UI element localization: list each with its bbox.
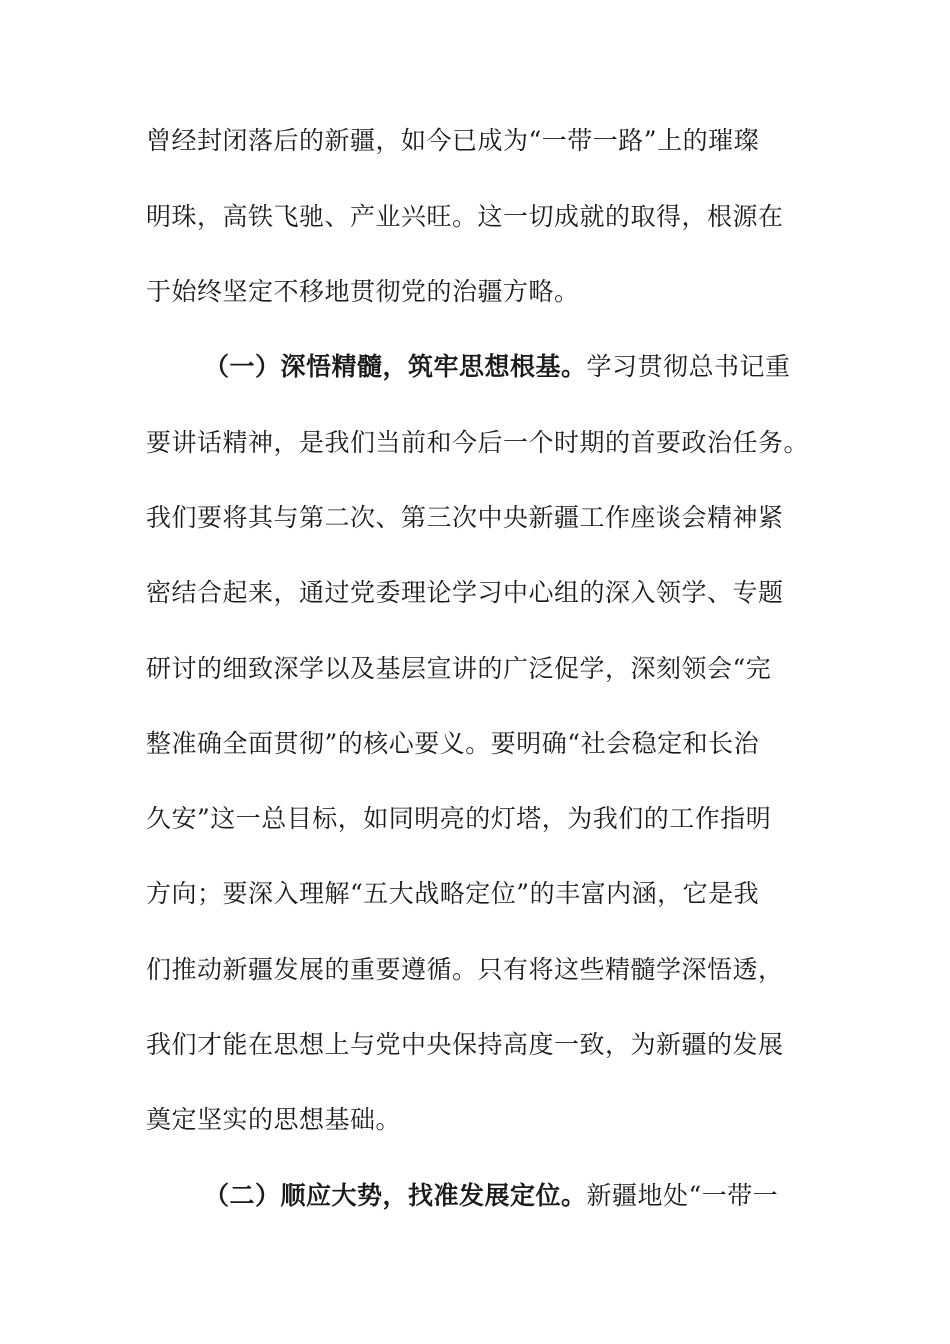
paragraph-line: 方向；要深入理解“五大战略定位”的丰富内涵，它是我 [146, 879, 760, 908]
paragraph-line: 研讨的细致深学以及基层宣讲的广泛促学，深刻领会“完 [146, 654, 772, 683]
section-1-first-line [204, 347, 791, 387]
paragraph-line: 曾经封闭落后的新疆，如今已成为“一带一路”上的璀璨 [146, 126, 760, 155]
section-2-heading: （二）顺应大势，找准发展定位。 [204, 1181, 587, 1210]
section-2-first-line [204, 1176, 778, 1216]
paragraph-line: 我们才能在思想上与党中央保持高度一致，为新疆的发展 [146, 1030, 784, 1059]
paragraph-line: 密结合起来，通过党委理论学习中心组的深入领学、专题 [146, 578, 784, 607]
paragraph-line: 奠定坚实的思想基础。 [146, 1105, 402, 1134]
paragraph-line: 要讲话精神，是我们当前和今后一个时期的首要政治任务。 [146, 428, 810, 457]
paragraph-line: 我们要将其与第二次、第三次中央新疆工作座谈会精神紧 [146, 503, 784, 532]
paragraph-line: 明珠，高铁飞驰、产业兴旺。这一切成就的取得，根源在 [146, 202, 784, 231]
paragraph-line: 久安”这一总目标，如同明亮的灯塔，为我们的工作指明 [146, 804, 772, 833]
paragraph-line: 于始终坚定不移地贯彻党的治疆方略。 [146, 277, 580, 306]
section-1-first-line-text: 学习贯彻总书记重 [586, 352, 791, 381]
section-2-first-line-text: 新疆地处“一带一 [586, 1181, 779, 1210]
paragraph-line: 们推动新疆发展的重要遵循。只有将这些精髓学深悟透， [146, 955, 784, 984]
section-1-heading: （一）深悟精髓，筑牢思想根基。 [204, 352, 587, 381]
paragraph-line: 整准确全面贯彻”的核心要义。要明确“社会稳定和长治 [146, 729, 760, 758]
